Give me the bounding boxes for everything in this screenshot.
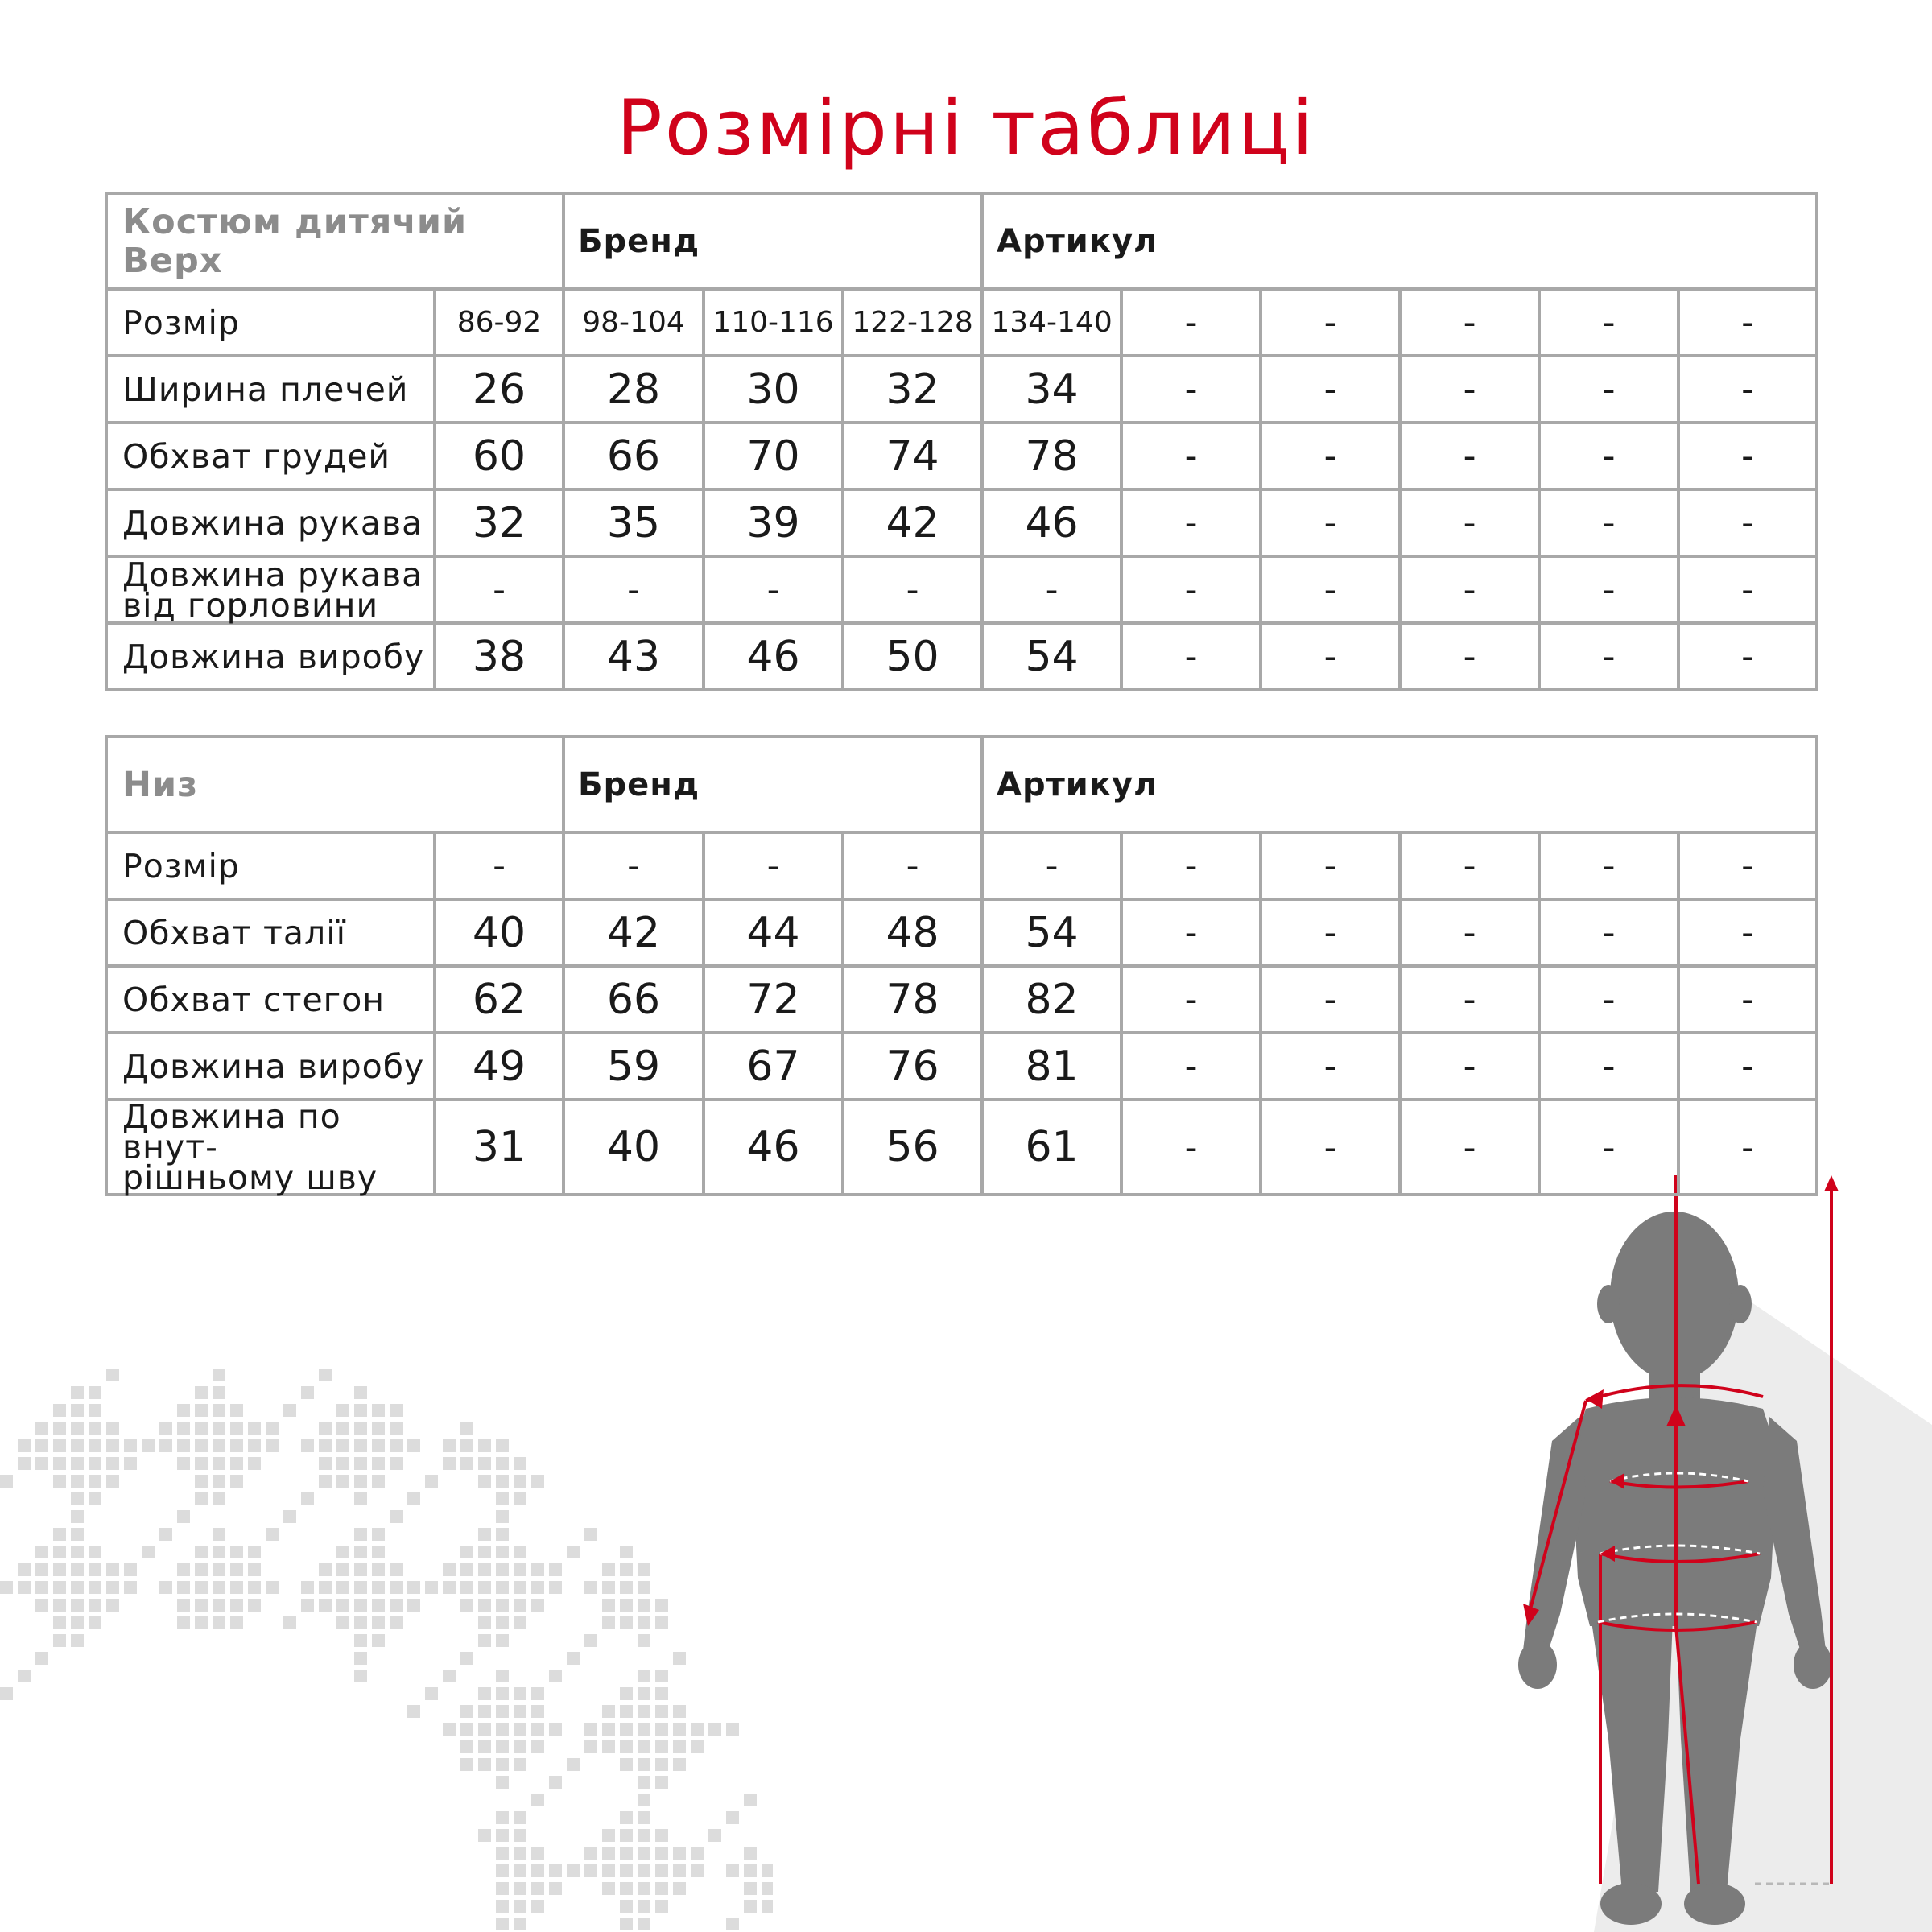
table-row xyxy=(106,899,1817,966)
category-text: Костюм дитячий Верх xyxy=(122,201,468,281)
table-cell: 54 xyxy=(982,899,1121,966)
table-cell: 49 xyxy=(435,1033,564,1100)
row-label: Обхват талії xyxy=(106,899,435,966)
table-cell: - xyxy=(1261,966,1400,1033)
table-cell: - xyxy=(1539,423,1678,489)
table-cell: 54 xyxy=(982,623,1121,690)
table-cell: 78 xyxy=(982,423,1121,489)
table-cell: 110-116 xyxy=(704,289,843,356)
table-cell: 67 xyxy=(704,1033,843,1100)
bottom-size-table xyxy=(105,735,1818,1196)
page-title: Розмірні таблиці xyxy=(617,85,1315,172)
table-cell: - xyxy=(1121,832,1261,899)
table-cell: 50 xyxy=(843,623,982,690)
table-cell: 39 xyxy=(704,489,843,556)
table-cell: 134-140 xyxy=(982,289,1121,356)
table-cell: - xyxy=(704,832,843,899)
table-cell: 32 xyxy=(843,356,982,423)
table-row xyxy=(106,356,1817,423)
table-cell: 66 xyxy=(564,966,704,1033)
table-cell: 122-128 xyxy=(843,289,982,356)
table-cell: - xyxy=(1678,489,1817,556)
brand-header: Бренд xyxy=(564,193,982,289)
table-cell: 30 xyxy=(704,356,843,423)
table-cell: - xyxy=(1678,623,1817,690)
table-cell: - xyxy=(1261,423,1400,489)
table-cell: - xyxy=(1261,489,1400,556)
table-cell: - xyxy=(1678,899,1817,966)
table-cell: - xyxy=(1539,623,1678,690)
table-cell: 35 xyxy=(564,489,704,556)
table-row xyxy=(106,1100,1817,1195)
table-cell: - xyxy=(1121,489,1261,556)
row-label: Обхват грудей xyxy=(106,423,435,489)
row-label: Довжина рукава від горловини xyxy=(106,556,435,623)
table-cell: - xyxy=(1261,899,1400,966)
article-header: Артикул xyxy=(982,737,1817,832)
table-cell: - xyxy=(1539,1100,1678,1195)
table-cell: 40 xyxy=(564,1100,704,1195)
table-cell: 60 xyxy=(435,423,564,489)
table-cell: - xyxy=(982,556,1121,623)
top-size-table xyxy=(105,192,1818,691)
table-cell: - xyxy=(1400,423,1539,489)
table-cell: - xyxy=(1121,423,1261,489)
row-label: Розмір xyxy=(106,832,435,899)
table-cell: 42 xyxy=(843,489,982,556)
table-cell: 74 xyxy=(843,423,982,489)
table-cell: - xyxy=(843,556,982,623)
table-cell: - xyxy=(435,556,564,623)
table-cell: 43 xyxy=(564,623,704,690)
row-label: Ширина плечей xyxy=(106,356,435,423)
table-cell: - xyxy=(1121,899,1261,966)
table-cell: 42 xyxy=(564,899,704,966)
table-row xyxy=(106,489,1817,556)
table-cell: - xyxy=(1678,423,1817,489)
table-cell: - xyxy=(1261,1033,1400,1100)
table-cell: - xyxy=(704,556,843,623)
table-cell: - xyxy=(1261,356,1400,423)
table-cell: 31 xyxy=(435,1100,564,1195)
table-cell: 44 xyxy=(704,899,843,966)
table-cell: - xyxy=(1121,289,1261,356)
table-cell: - xyxy=(1400,899,1539,966)
table-cell: - xyxy=(1400,489,1539,556)
table-cell: - xyxy=(1539,489,1678,556)
table-row xyxy=(106,423,1817,489)
table-cell: - xyxy=(1121,1100,1261,1195)
table-cell: - xyxy=(1261,1100,1400,1195)
table-cell: - xyxy=(1400,289,1539,356)
table-cell: 28 xyxy=(564,356,704,423)
table-cell: - xyxy=(982,832,1121,899)
embroidery-pattern-icon xyxy=(0,1368,773,1932)
table-cell: 72 xyxy=(704,966,843,1033)
table-cell: - xyxy=(1539,289,1678,356)
table-cell: - xyxy=(1678,1100,1817,1195)
table-cell: 34 xyxy=(982,356,1121,423)
table-cell: 48 xyxy=(843,899,982,966)
table-cell: - xyxy=(1400,356,1539,423)
table-cell: 76 xyxy=(843,1033,982,1100)
table-cell: - xyxy=(1121,556,1261,623)
table-cell: - xyxy=(1400,832,1539,899)
table-cell: - xyxy=(1539,556,1678,623)
table-cell: - xyxy=(564,556,704,623)
table-cell: - xyxy=(1539,356,1678,423)
table-cell: 46 xyxy=(982,489,1121,556)
brand-header: Бренд xyxy=(564,737,982,832)
table-cell: 70 xyxy=(704,423,843,489)
table-cell: - xyxy=(1121,1033,1261,1100)
table-cell: - xyxy=(1400,623,1539,690)
table-cell: - xyxy=(1539,832,1678,899)
table-cell: - xyxy=(1400,1100,1539,1195)
row-label: Довжина виробу xyxy=(106,1033,435,1100)
table-cell: 81 xyxy=(982,1033,1121,1100)
row-label: Довжина рукава xyxy=(106,489,435,556)
table-cell: 40 xyxy=(435,899,564,966)
table-cell: 38 xyxy=(435,623,564,690)
row-label: Довжина виробу xyxy=(106,623,435,690)
table-cell: - xyxy=(1261,832,1400,899)
table-cell: - xyxy=(1261,623,1400,690)
table-row xyxy=(106,966,1817,1033)
table-cell: - xyxy=(843,832,982,899)
table-cell: 98-104 xyxy=(564,289,704,356)
table-cell: - xyxy=(1121,356,1261,423)
row-label: Обхват стегон xyxy=(106,966,435,1033)
table-cell: - xyxy=(1400,966,1539,1033)
table-cell: 82 xyxy=(982,966,1121,1033)
table-cell: 62 xyxy=(435,966,564,1033)
table-cell: - xyxy=(1678,289,1817,356)
table-cell: 78 xyxy=(843,966,982,1033)
table-row xyxy=(106,556,1817,623)
row-label: Довжина по внут- рішньому шву xyxy=(106,1100,435,1195)
table-cell: - xyxy=(1678,1033,1817,1100)
table-cell: 66 xyxy=(564,423,704,489)
child-measurement-figure-icon xyxy=(1465,1175,1932,1932)
table-row xyxy=(106,289,1817,356)
table-cell: 32 xyxy=(435,489,564,556)
table-category-label xyxy=(106,737,564,832)
table-cell: - xyxy=(1261,289,1400,356)
article-header: Артикул xyxy=(982,193,1817,289)
table-cell: 46 xyxy=(704,623,843,690)
table-category-label xyxy=(106,193,564,289)
table-cell: - xyxy=(1400,556,1539,623)
table-cell: - xyxy=(1539,966,1678,1033)
table-cell: - xyxy=(1400,1033,1539,1100)
table-cell: - xyxy=(1539,1033,1678,1100)
table-cell: 61 xyxy=(982,1100,1121,1195)
table-cell: 86-92 xyxy=(435,289,564,356)
table-cell: - xyxy=(1121,966,1261,1033)
category-text: Низ xyxy=(122,764,199,805)
table-cell: 56 xyxy=(843,1100,982,1195)
table-cell: - xyxy=(1539,899,1678,966)
table-cell: - xyxy=(435,832,564,899)
table-row xyxy=(106,623,1817,690)
row-label: Розмір xyxy=(106,289,435,356)
table-row xyxy=(106,1033,1817,1100)
table-cell: - xyxy=(564,832,704,899)
table-cell: - xyxy=(1121,623,1261,690)
table-cell: 46 xyxy=(704,1100,843,1195)
table-cell: 59 xyxy=(564,1033,704,1100)
table-cell: - xyxy=(1678,356,1817,423)
table-row xyxy=(106,832,1817,899)
table-cell: - xyxy=(1678,832,1817,899)
table-cell: 26 xyxy=(435,356,564,423)
table-cell: - xyxy=(1678,556,1817,623)
table-cell: - xyxy=(1261,556,1400,623)
table-cell: - xyxy=(1678,966,1817,1033)
